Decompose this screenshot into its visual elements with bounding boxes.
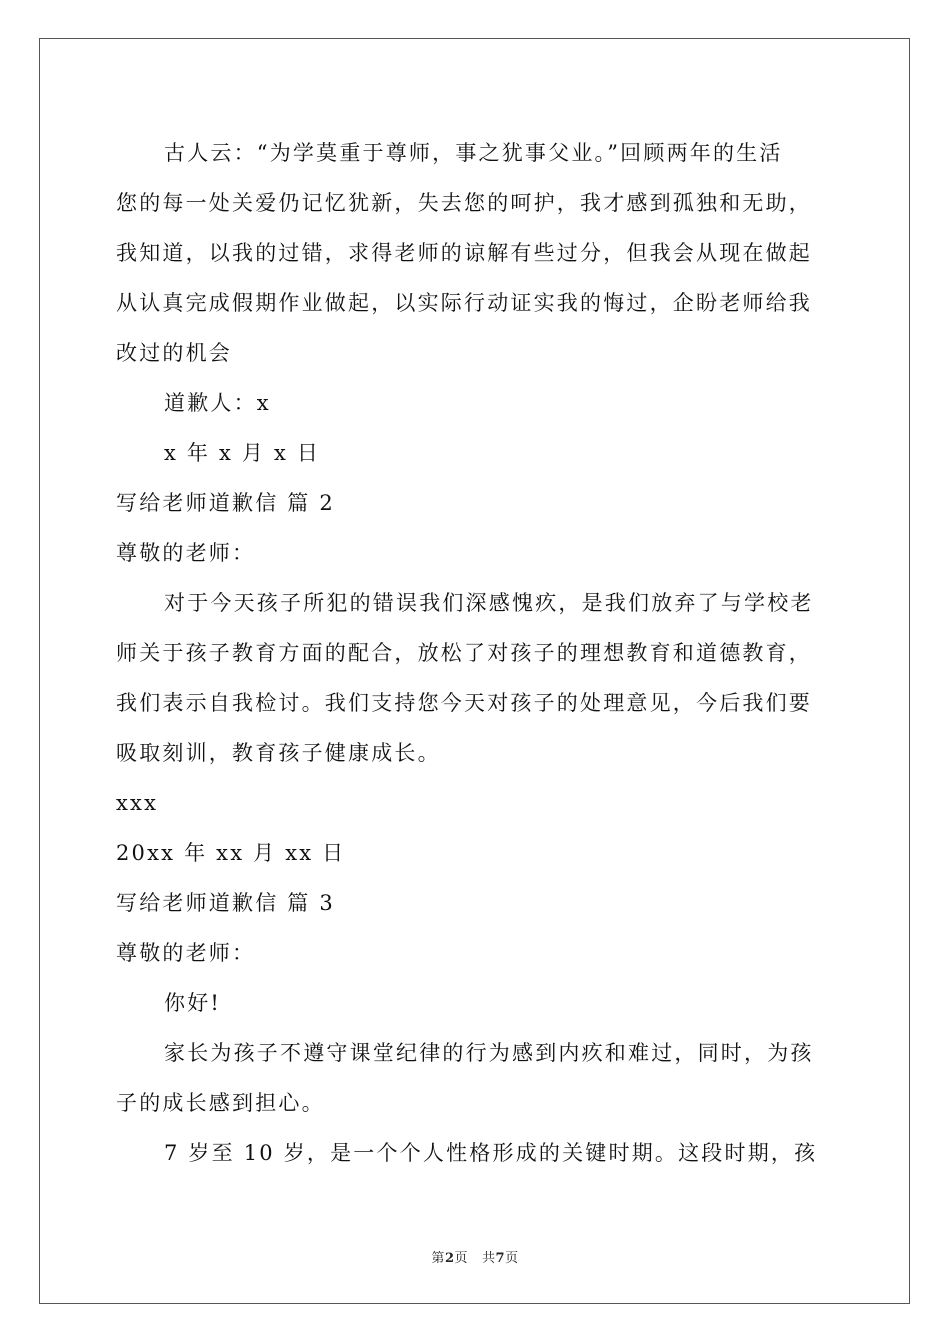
section-heading-2: 写给老师道歉信 篇 2 — [116, 491, 335, 515]
greeting-line: 你好! — [164, 991, 222, 1015]
page-prefix: 第 — [431, 1251, 445, 1266]
signature-line-2: xxx — [116, 791, 159, 815]
date-line: x 年 x 月 x 日 — [164, 441, 321, 465]
text-line-13: 吸取刻训，教育孩子健康成长。 — [116, 741, 441, 765]
text-line-4: 从认真完成假期作业做起，以实际行动证实我的悔过，企盼老师给我 — [116, 291, 812, 315]
text-line-20: 子的成长感到担心。 — [116, 1091, 325, 1115]
page-number: 2 — [444, 1251, 455, 1266]
total-pages: 7 — [495, 1251, 506, 1266]
page-suffix: 页 — [454, 1251, 468, 1266]
date-line-2: 20xx 年 xx 月 xx 日 — [116, 841, 346, 865]
salutation-2: 尊敬的老师： — [116, 541, 256, 565]
text-line-10: 对于今天孩子所犯的错误我们深感愧疚，是我们放弃了与学校老 — [164, 591, 814, 615]
page-footer — [0, 1247, 950, 1266]
total-suffix: 页 — [505, 1251, 519, 1266]
text-line-5: 改过的机会 — [116, 341, 232, 365]
text-line-21: 7 岁至 10 岁，是一个个人性格形成的关键时期。这段时期，孩 — [164, 1141, 818, 1165]
text-line-11: 师关于孩子教育方面的配合，放松了对孩子的理想教育和道德教育， — [116, 641, 812, 665]
text-line-1: 古人云：“为学莫重于尊师，事之犹事父业。”回顾两年的生活 — [164, 141, 783, 165]
salutation-3: 尊敬的老师： — [116, 941, 256, 965]
text-line-2: 您的每一处关爱仍记忆犹新，失去您的呵护，我才感到孤独和无助， — [116, 191, 812, 215]
text-line-19: 家长为孩子不遵守课堂纪律的行为感到内疚和难过，同时，为孩 — [164, 1041, 814, 1065]
document-body — [116, 128, 836, 1178]
total-prefix: 共 — [482, 1251, 496, 1266]
text-line-3: 我知道，以我的过错，求得老师的谅解有些过分，但我会从现在做起 — [116, 241, 812, 265]
section-heading-3: 写给老师道歉信 篇 3 — [116, 891, 335, 915]
signature-line: 道歉人：x — [164, 391, 271, 415]
text-line-12: 我们表示自我检讨。我们支持您今天对孩子的处理意见，今后我们要 — [116, 691, 812, 715]
